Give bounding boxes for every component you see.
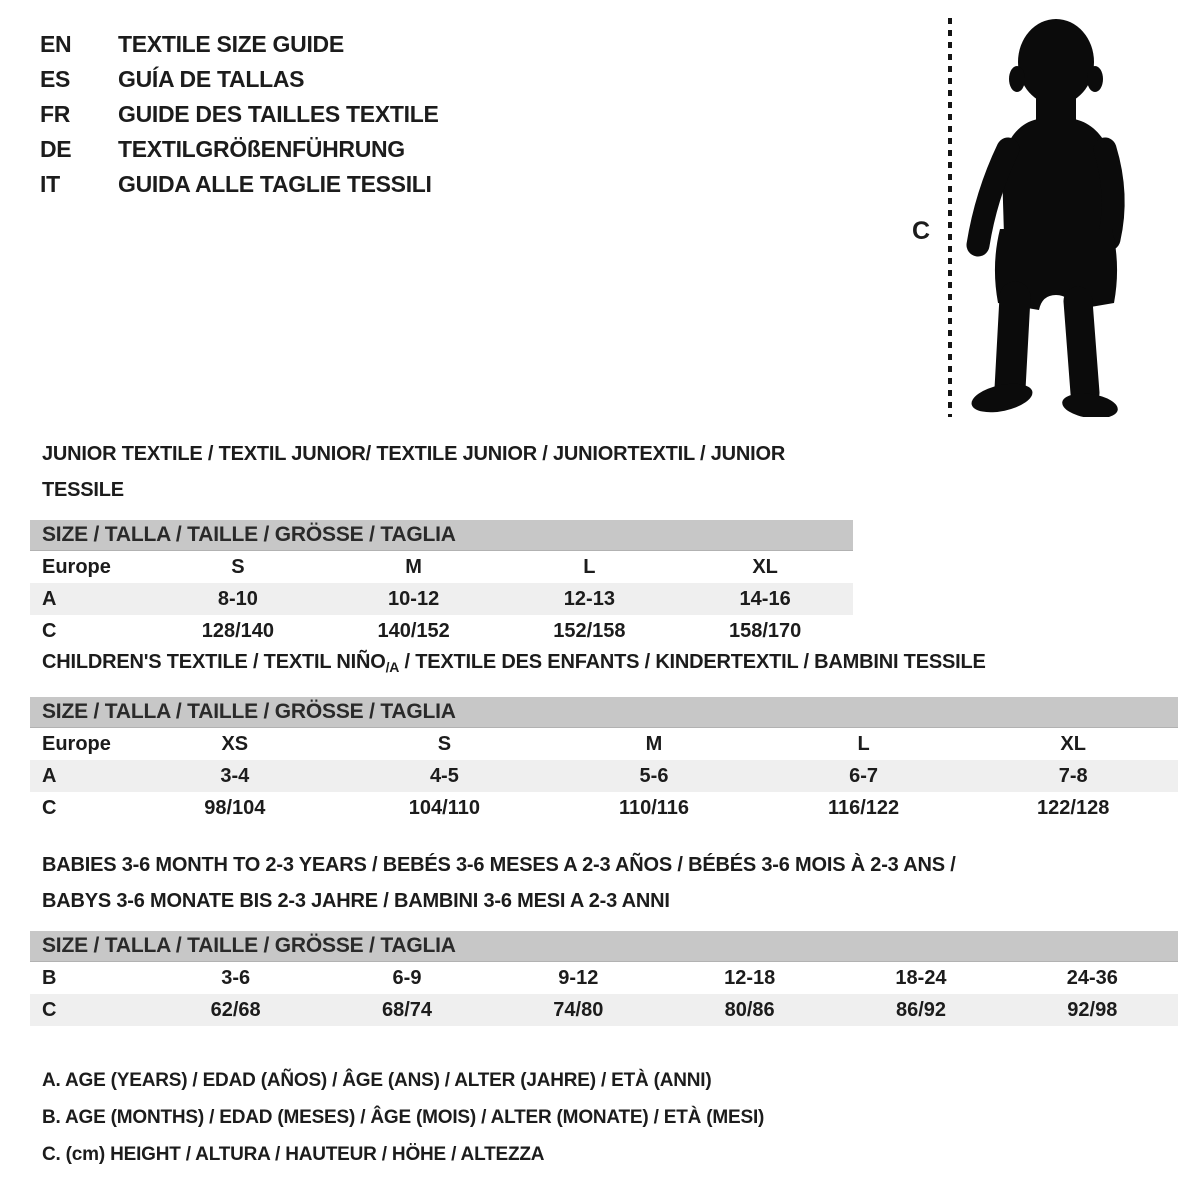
table-cell: 5-6 xyxy=(639,764,669,787)
table-cell: 74/80 xyxy=(553,998,604,1021)
legend-line-age-years: A. AGE (YEARS) / EDAD (AÑOS) / ÂGE (ANS) / ALTER (JAHRE) / ETÀ (ANNI) xyxy=(42,1070,712,1091)
table-cell: 116/122 xyxy=(827,796,900,819)
table-cell: 3-6 xyxy=(221,966,251,989)
table-cell: 3-4 xyxy=(220,764,250,787)
table-header-bar: SIZE / TALLA / TAILLE / GRÖSSE / TAGLIA xyxy=(30,931,1178,962)
table-cell: 92/98 xyxy=(1067,998,1118,1021)
childrens-textile-section xyxy=(30,644,1178,824)
guide-title: GUIDE DES TAILLES TEXTILE xyxy=(118,101,439,127)
table-row xyxy=(30,551,853,583)
language-row xyxy=(40,97,439,132)
table-cell: M xyxy=(645,732,663,755)
table-header-bar: SIZE / TALLA / TAILLE / GRÖSSE / TAGLIA xyxy=(30,520,853,551)
table-cell: L xyxy=(583,555,596,578)
table-row xyxy=(30,962,1178,994)
table-cell: 122/128 xyxy=(1037,796,1110,819)
table-cell: 86/92 xyxy=(895,998,947,1021)
table-cell: XL xyxy=(1060,732,1086,755)
babies-title-line1: BABIES 3-6 MONTH TO 2-3 YEARS / BEBÉS 3-6 MESES A 2-3 AÑOS / BÉBÉS 3-6 MOIS À 2-3 ANS / xyxy=(42,854,956,876)
language-row xyxy=(40,167,439,202)
table-row xyxy=(30,792,1178,824)
table-cell: XS xyxy=(221,732,249,755)
guide-title: TEXTILE SIZE GUIDE xyxy=(118,31,344,57)
row-label: Europe xyxy=(42,732,111,755)
table-cell: 128/140 xyxy=(201,619,275,642)
childrens-size-table xyxy=(30,697,1178,824)
table-row xyxy=(30,615,853,647)
table-cell: 6-7 xyxy=(849,764,879,787)
childrens-title-post: / TEXTILE DES ENFANTS / KINDERTEXTIL / BAMBINI TESSILE xyxy=(399,651,986,673)
row-label: C xyxy=(42,998,57,1021)
row-label: B xyxy=(42,966,57,989)
table-cell: 110/116 xyxy=(618,796,690,819)
table-row xyxy=(30,583,853,615)
junior-title-text: JUNIOR TEXTILE / TEXTIL JUNIOR/ TEXTILE JUNIOR / JUNIORTEXTIL / JUNIOR TESSILE xyxy=(42,443,786,501)
junior-size-table xyxy=(30,520,853,647)
table-cell: M xyxy=(405,555,422,578)
table-cell: 62/68 xyxy=(210,998,261,1021)
language-row xyxy=(40,132,439,167)
babies-textile-section xyxy=(30,847,1178,1026)
language-code: IT xyxy=(40,171,60,197)
language-row xyxy=(40,62,439,97)
table-cell: 8-10 xyxy=(217,587,258,610)
height-measure-label: C xyxy=(912,217,931,245)
height-measure-dashed-line xyxy=(948,18,952,417)
childrens-section-title xyxy=(30,644,1178,685)
table-cell: 7-8 xyxy=(1058,764,1088,787)
table-cell: L xyxy=(857,732,870,755)
table-cell: 98/104 xyxy=(204,796,266,819)
table-cell: 6-9 xyxy=(392,966,422,989)
table-cell: 24-36 xyxy=(1066,966,1118,989)
table-cell: 18-24 xyxy=(895,966,947,989)
table-cell: 158/170 xyxy=(728,619,802,642)
language-row xyxy=(40,27,439,62)
legend-line-age-months: B. AGE (MONTHS) / EDAD (MESES) / ÂGE (MOIS) / ALTER (MONATE) / ETÀ (MESI) xyxy=(42,1107,765,1128)
row-label: A xyxy=(42,764,57,787)
row-label: Europe xyxy=(42,555,111,578)
language-code: DE xyxy=(40,136,72,162)
table-cell: 80/86 xyxy=(724,998,775,1021)
language-code: ES xyxy=(40,66,71,92)
legend-line-height-cm: C. (cm) HEIGHT / ALTURA / HAUTEUR / HÖHE / ALTEZZA xyxy=(42,1144,545,1165)
table-cell: XL xyxy=(752,555,778,578)
guide-title: TEXTILGRÖßENFÜHRUNG xyxy=(118,136,405,162)
table-cell: 4-5 xyxy=(429,764,459,787)
babies-size-table xyxy=(30,931,1178,1026)
row-label: C xyxy=(42,796,57,819)
table-cell: 12-13 xyxy=(563,587,615,610)
table-cell: S xyxy=(231,555,245,578)
table-cell: 9-12 xyxy=(558,966,599,989)
language-title-block xyxy=(40,27,439,202)
table-cell: 10-12 xyxy=(388,587,440,610)
babies-section-title xyxy=(30,847,1178,919)
guide-title: GUÍA DE TALLAS xyxy=(118,66,305,92)
table-row xyxy=(30,994,1178,1026)
table-cell: 68/74 xyxy=(381,998,433,1021)
legend xyxy=(30,1062,764,1173)
babies-title-line2: BABYS 3-6 MONATE BIS 2-3 JAHRE / BAMBINI 3-6 MESI A 2-3 ANNI xyxy=(42,890,670,912)
guide-title: GUIDA ALLE TAGLIE TESSILI xyxy=(118,171,432,197)
junior-section-title xyxy=(30,436,853,508)
toddler-silhouette-icon xyxy=(966,17,1136,417)
language-code: EN xyxy=(40,31,72,57)
table-row xyxy=(30,760,1178,792)
junior-textile-section xyxy=(30,436,853,647)
table-cell: 140/152 xyxy=(377,619,450,642)
childrens-title-pre: CHILDREN'S TEXTILE / TEXTIL NIÑO xyxy=(42,651,386,673)
table-header-bar: SIZE / TALLA / TAILLE / GRÖSSE / TAGLIA xyxy=(30,697,1178,728)
table-cell: 14-16 xyxy=(739,587,791,610)
table-cell: 104/110 xyxy=(408,796,480,819)
childrens-title-subscript: /A xyxy=(385,659,400,675)
table-row xyxy=(30,728,1178,760)
table-cell: 152/158 xyxy=(553,619,626,642)
table-cell: 12-18 xyxy=(724,966,776,989)
language-code: FR xyxy=(40,101,71,127)
row-label: A xyxy=(42,587,57,610)
table-cell: S xyxy=(437,732,452,755)
row-label: C xyxy=(42,619,57,642)
